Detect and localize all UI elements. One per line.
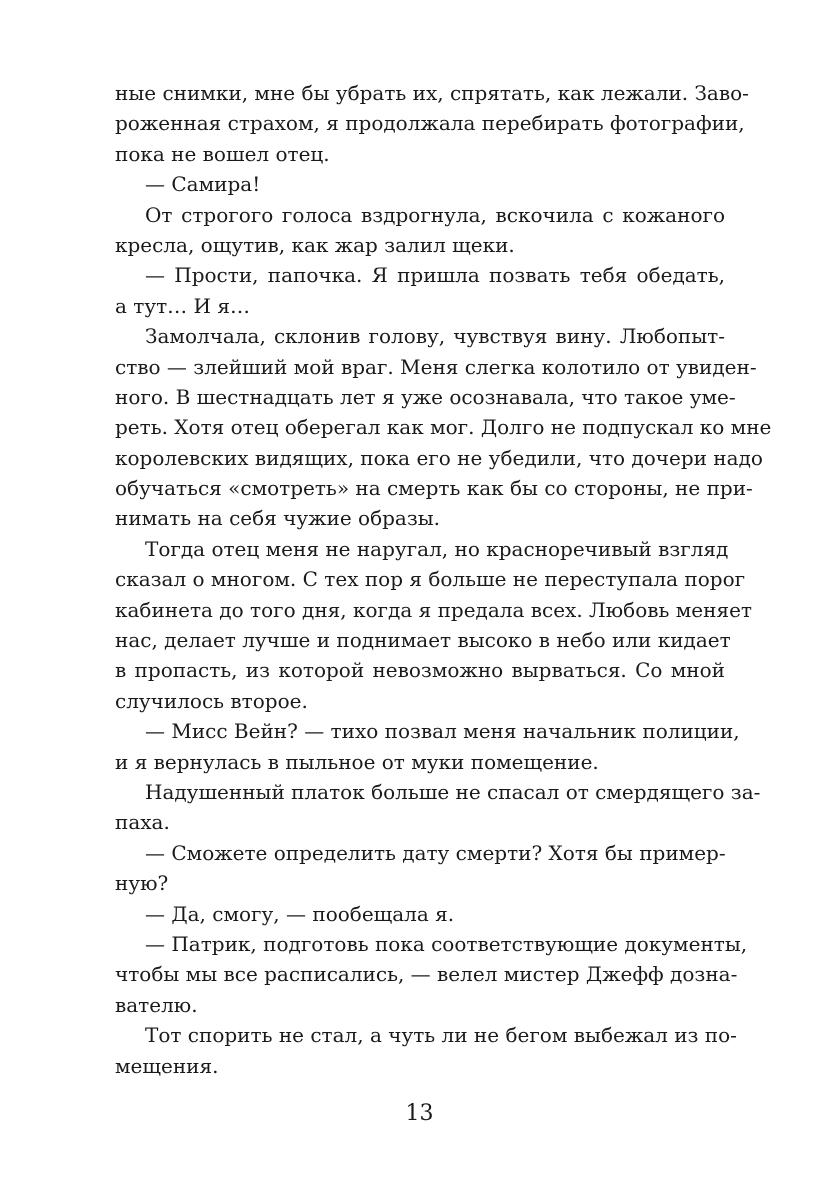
text-line: мещения. <box>115 1053 219 1078</box>
text-line: — Прости, папочка. Я пришла позвать тебя обедать, <box>145 263 725 288</box>
text-line: обучаться «смотреть» на смерть как бы со стороны, не при- <box>115 476 753 501</box>
text-line: кабинета до того дня, когда я предала всех. Любовь меняет <box>115 597 752 622</box>
page-text <box>115 78 772 1081</box>
text-line: а тут… И я… <box>115 293 250 318</box>
text-line: — Мисс Вейн? — тихо позвал меня начальник полиции, <box>145 719 740 744</box>
text-line: нимать на себя чужие образы. <box>115 506 441 531</box>
text-line: случилось второе. <box>115 688 308 713</box>
text-line: королевских видящих, пока его не убедили, что дочери надо <box>115 445 763 470</box>
text-line: — Самира! <box>145 172 261 197</box>
text-line: ство — злейший мой враг. Меня слегка колотило от увиден- <box>115 354 757 379</box>
text-line: в пропасть, из которой невозможно вырваться. Со мной <box>115 658 725 683</box>
text-line: сказал о многом. С тех пор я больше не переступала порог <box>115 567 746 592</box>
text-line: Тот спорить не стал, а чуть ли не бегом выбежал из по- <box>145 1023 737 1048</box>
text-line: ные снимки, мне бы убрать их, спрятать, как лежали. Заво- <box>115 81 749 105</box>
text-line: Замолчала, склонив голову, чувствуя вину. Любопыт- <box>145 324 725 349</box>
text-line: кресла, ощутив, как жар залил щеки. <box>115 232 515 257</box>
text-line: пока не вошел отец. <box>115 141 330 166</box>
text-line: — Патрик, подготовь пока соответствующие документы, <box>145 931 748 956</box>
text-line: От строгого голоса вздрогнула, вскочила с кожаного <box>145 202 725 227</box>
text-line: вателю. <box>115 992 198 1017</box>
text-line: — Да, смогу, — пообещала я. <box>145 901 455 926</box>
text-line: чтобы мы все расписались, — велел мистер Джефф дозна- <box>115 962 738 987</box>
text-line: Тогда отец меня не наругал, но красноречивый взгляд <box>145 536 729 561</box>
text-line: паха. <box>115 810 170 835</box>
text-line: и я вернулась в пыльное от муки помещение. <box>115 749 599 774</box>
text-line: ную? <box>115 871 169 896</box>
text-line: нас, делает лучше и поднимает высоко в небо или кидает <box>115 628 731 653</box>
text-line: роженная страхом, я продолжала перебирать фотографии, <box>115 111 745 136</box>
page-number: 13 <box>405 1101 434 1126</box>
text-line: Надушенный платок больше не спасал от смердящего за- <box>145 779 761 804</box>
text-line: реть. Хотя отец оберегал как мог. Долго не подпускал ко мне <box>115 415 772 440</box>
text-line: ного. В шестнадцать лет я уже осознавала, что такое уме- <box>115 384 736 409</box>
text-line: — Сможете определить дату смерти? Хотя бы пример- <box>145 840 726 865</box>
